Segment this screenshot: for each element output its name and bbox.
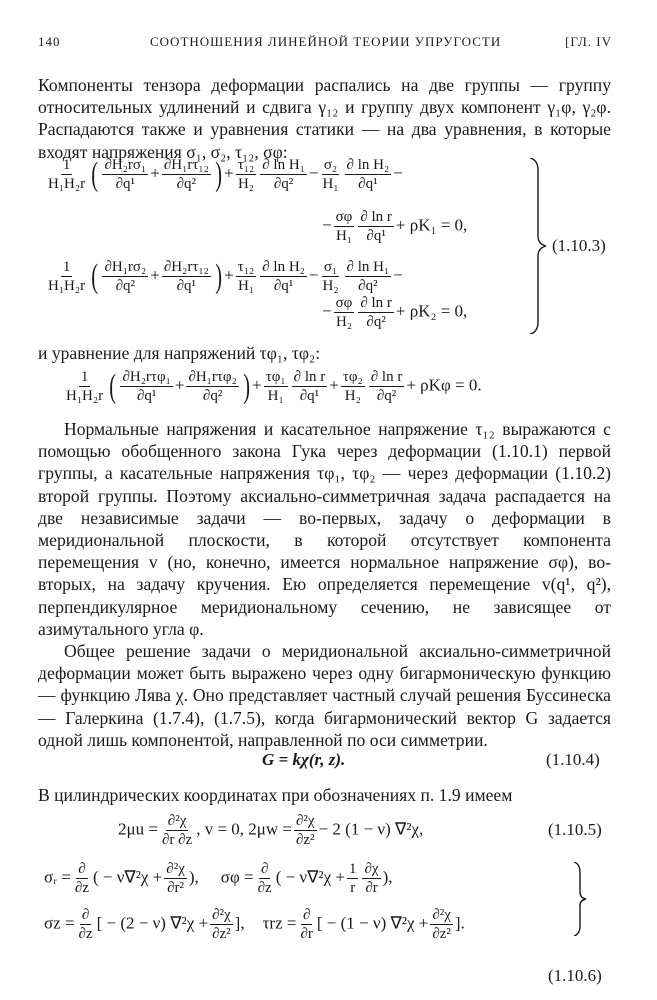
paragraph-3: Нормальные напряжения и касательное напряжение τ₁₂ выражаются с помощью обобщенного закона Гука через деформации (1.10.1) первой группы, а касательные напряжения τφ₁, τφ₂ — через деформации (1.10.2) второй группы. Поэтому аксиально-симметричная задача распадается на две независимые задачи — во-первых, задачу о деформации в меридиональной плоскости, в которой отсутствует компонента перемещения v (но, конечно, имеется нормальное напряжение σφ), во-вторых, на задачу кручения. Ею определяется перемещение v(q¹, q²), перпендикулярное меридиональному сечению, не зависящее от азимутального угла φ. [38,419,611,639]
equation-torsion: $\frac{1}{\text{H₁H₂r}}$ ( $\frac{\text{∂H₂rτφ₁}}{\text{∂q¹}}$ + $\frac{\text{∂H₁rτφ₂}}{\text{∂q²}}$ ) + $\frac{\text{τφ₁}}{\text{H₁}}$ $\frac{\text{∂ ln r}}{\text{∂q¹}}$ + $\frac{\text{τφ₂}}{\text{H₂}}$ $\frac{\text{∂ ln r}}{\text{∂q²}}$ + ρKφ = 0. [66,367,482,405]
equation-stresses-2: σz = $\frac{\partial}{\partial z}$ [ − (2 − ν) ∇²χ + $\frac{\text{∂²χ}}{\text{∂z²}}$ ], τrz = $\frac{\partial}{\partial r}$ [ − (1 − ν) ∇²χ + $\frac{\text{∂²χ}}{\text{∂z²}}$ ]. [44,907,465,942]
paragraph-4: Общее решение задачи о меридиональной аксиально-симметричной деформации может быть выражено через одну бигармоническую функцию — функцию Лява χ. Оно представляет частный случай решения Буссинеска — Галеркина (1.7.4), (1.7.5), когда бигармонический вектор G задается одной лишь компонентой, направленной по оси симметрии. [38,641,611,750]
stresses-brace [572,862,590,936]
equation-static-2-cont: − $\frac{\sigma\varphi}{\text{H₂}}$ $\frac{\text{∂ ln r}}{\text{∂q²}}$ + ρK₂ = 0, [322,295,468,330]
running-title: СООТНОШЕНИЯ ЛИНЕЙНОЙ ТЕОРИИ УПРУГОСТИ [150,34,502,49]
paragraph-2: и уравнение для напряжений τφ₁, τφ₂: [38,343,321,363]
equation-displacements: 2μu = $\frac{\text{∂²χ}}{\partial r \partial z}$ , v = 0, 2μw = $\frac{\text{∂²χ}}{\text{∂z²}}$ − 2 (1 − ν) ∇²χ, [118,813,424,848]
page-header [38,34,612,54]
equation-galerkin-vector: G = kχ(r, z). [262,750,346,769]
page-number: 140 [38,34,61,49]
equation-number-1-10-3: (1.10.3) [552,236,606,255]
equation-static-1-cont: − $\frac{\sigma\varphi}{\text{H₁}}$ $\frac{\text{∂ ln r}}{\text{∂q¹}}$ + ρK₁ = 0, [322,209,468,244]
equation-static-2: $\frac{1}{\text{H₁H₂r}}$ ( $\frac{\text{∂H₁rσ₂}}{\text{∂q²}}$ + $\frac{\text{∂H₂rτ₁₂}}{\text{∂q¹}}$ ) + $\frac{\text{τ₁₂}}{\text{H₁}}$ $\frac{\text{∂ ln H₂}}{\text{∂q¹}}$ − $\frac{\text{σ₁}}{\text{H₂}}$ $\frac{\text{∂ ln H₁}}{\text{∂q²}}$ − [48,257,403,295]
equation-number-1-10-4: (1.10.4) [546,750,600,769]
equation-stresses-1: σᵣ = $\frac{\partial}{\partial z}$ ( − ν∇²χ + $\frac{\text{∂²χ}}{\text{∂r²}}$ ), σφ = $\frac{\partial}{\partial z}$ ( − ν∇²χ + $\frac{1}{r}$ $\frac{\partial\chi}{\partial r}$ ), [44,861,393,896]
equation-static-1: $\frac{1}{\text{H₁H₂r}}$ ( $\frac{\text{∂H₂rσ₁}}{\text{∂q¹}}$ + $\frac{\text{∂H₁rτ₁₂}}{\text{∂q²}}$ ) + $\frac{\text{τ₁₂}}{\text{H₂}}$ $\frac{\text{∂ ln H₁}}{\text{∂q²}}$ − $\frac{\text{σ₂}}{\text{H₁}}$ $\frac{\text{∂ ln H₂}}{\text{∂q¹}}$ − [48,155,403,193]
system-brace [528,158,550,334]
paragraph-5: В цилиндрических координатах при обозначениях п. 1.9 имеем [38,785,513,805]
chapter-label: [ГЛ. IV [565,34,612,49]
equation-number-1-10-6: (1.10.6) [548,966,602,985]
equation-number-1-10-5: (1.10.5) [548,820,602,839]
paragraph-1: Компоненты тензора деформации распались на две группы — группу относительных удлинений и сдвига γ₁₂ и группу двух компонент γ₁φ, γ₂φ. Распадаются также и уравнения статики — на два уравнения, в которые входят напряжения σ₁, σ₂, τ₁₂, σφ: [38,75,611,162]
